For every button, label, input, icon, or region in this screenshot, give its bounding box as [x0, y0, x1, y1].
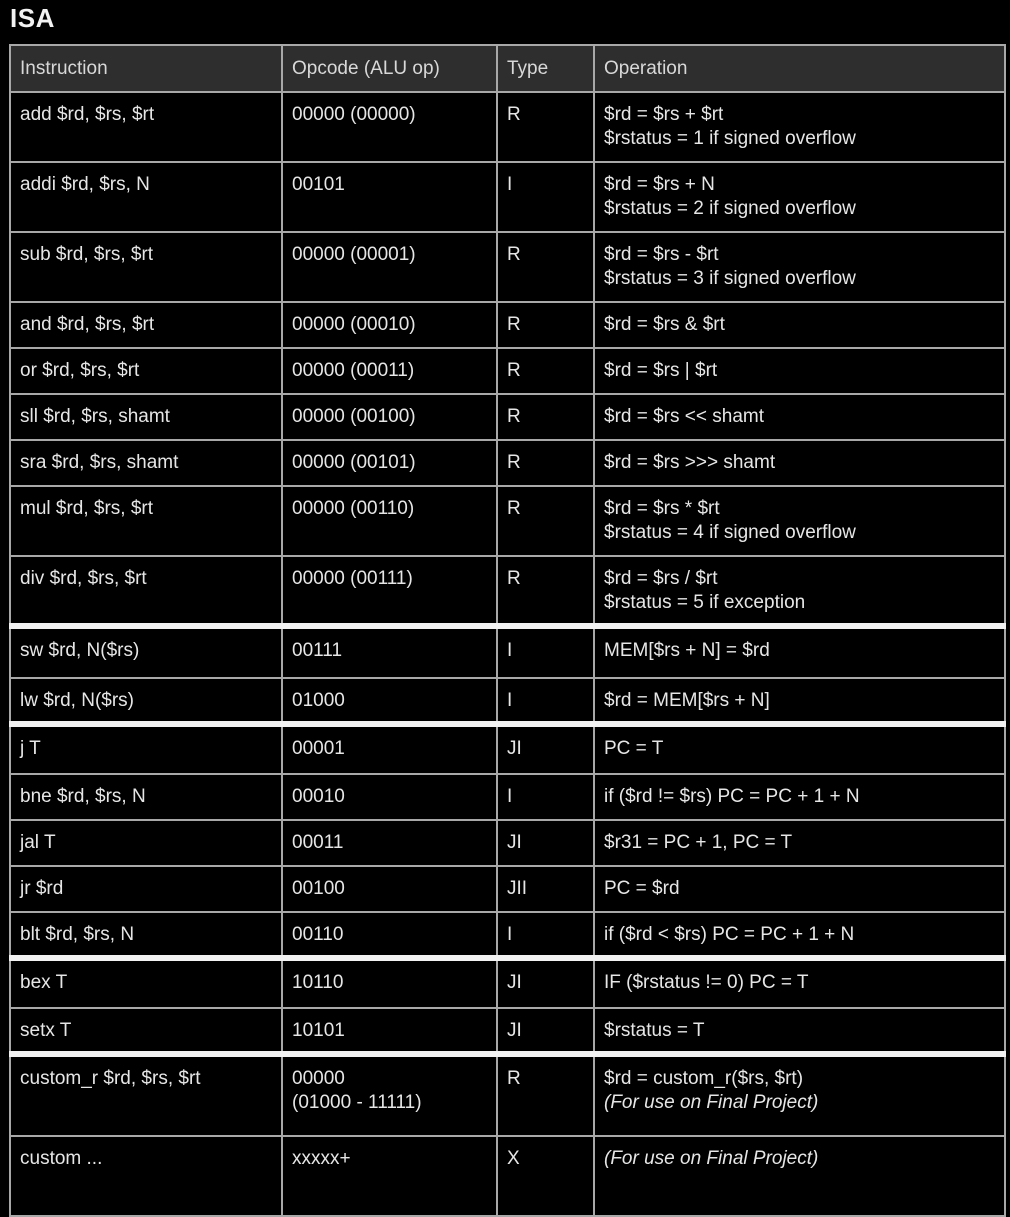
instruction-cell: j T — [10, 724, 282, 774]
operation-cell — [594, 348, 1005, 394]
table-row — [10, 1136, 1005, 1216]
operation-line: (For use on Final Project) — [604, 1148, 819, 1169]
table-row — [10, 820, 1005, 866]
type-cell: R — [497, 394, 594, 440]
opcode-line: 00000 — [292, 1068, 345, 1089]
header-opcode: Opcode (ALU op) — [282, 45, 497, 92]
operation-cell — [594, 958, 1005, 1008]
opcode-cell — [282, 866, 497, 912]
instruction-cell: custom_r $rd, $rs, $rt — [10, 1054, 282, 1136]
operation-line: $rd = $rs >>> shamt — [604, 452, 776, 473]
type-cell: X — [497, 1136, 594, 1216]
opcode-cell — [282, 626, 497, 678]
operation-line: PC = $rd — [604, 878, 680, 899]
opcode-cell — [282, 1008, 497, 1054]
table-row — [10, 958, 1005, 1008]
table-row — [10, 556, 1005, 626]
operation-line: $rd = $rs & $rt — [604, 314, 725, 335]
type-cell: R — [497, 92, 594, 162]
opcode-line: 00000 (00101) — [292, 452, 416, 473]
isa-table-body — [10, 92, 1005, 1216]
opcode-cell — [282, 348, 497, 394]
header-instruction: Instruction — [10, 45, 282, 92]
instruction-cell: and $rd, $rs, $rt — [10, 302, 282, 348]
table-row — [10, 1008, 1005, 1054]
operation-line: IF ($rstatus != 0) PC = T — [604, 972, 809, 993]
opcode-line: 00000 (00010) — [292, 314, 416, 335]
instruction-cell: sll $rd, $rs, shamt — [10, 394, 282, 440]
operation-line: $rstatus = T — [604, 1020, 705, 1041]
opcode-line: 00000 (00111) — [292, 568, 413, 589]
operation-cell — [594, 820, 1005, 866]
operation-line: $rd = $rs - $rt — [604, 244, 719, 265]
type-cell: JI — [497, 820, 594, 866]
opcode-line: 00101 — [292, 174, 345, 195]
table-row — [10, 394, 1005, 440]
instruction-cell: jal T — [10, 820, 282, 866]
operation-line: $rd = MEM[$rs + N] — [604, 690, 770, 711]
opcode-cell — [282, 232, 497, 302]
table-row — [10, 1054, 1005, 1136]
table-row — [10, 774, 1005, 820]
table-header-row — [10, 45, 1005, 92]
table-row — [10, 162, 1005, 232]
opcode-line: 10110 — [292, 972, 344, 993]
opcode-line: 10101 — [292, 1020, 345, 1041]
opcode-cell — [282, 678, 497, 724]
instruction-cell: addi $rd, $rs, N — [10, 162, 282, 232]
operation-line: if ($rd < $rs) PC = PC + 1 + N — [604, 924, 855, 945]
table-row — [10, 232, 1005, 302]
operation-cell — [594, 92, 1005, 162]
opcode-line: 00010 — [292, 786, 345, 807]
instruction-cell: setx T — [10, 1008, 282, 1054]
type-cell: R — [497, 440, 594, 486]
opcode-cell — [282, 394, 497, 440]
instruction-cell: sw $rd, N($rs) — [10, 626, 282, 678]
opcode-line: 00111 — [292, 640, 343, 661]
operation-cell — [594, 1054, 1005, 1136]
operation-line: $rd = $rs + N — [604, 174, 715, 195]
opcode-cell — [282, 1054, 497, 1136]
header-type: Type — [497, 45, 594, 92]
opcode-line: 00000 (00000) — [292, 104, 416, 125]
operation-line: $rstatus = 4 if signed overflow — [604, 522, 856, 543]
type-cell: R — [497, 348, 594, 394]
operation-line: $rd = $rs * $rt — [604, 498, 720, 519]
type-cell: R — [497, 302, 594, 348]
table-row — [10, 440, 1005, 486]
operation-line: $rstatus = 3 if signed overflow — [604, 268, 856, 289]
table-row — [10, 302, 1005, 348]
opcode-cell — [282, 162, 497, 232]
type-cell: JI — [497, 1008, 594, 1054]
table-row — [10, 678, 1005, 724]
table-row — [10, 724, 1005, 774]
operation-line: if ($rd != $rs) PC = PC + 1 + N — [604, 786, 860, 807]
instruction-cell: or $rd, $rs, $rt — [10, 348, 282, 394]
operation-cell — [594, 486, 1005, 556]
operation-cell — [594, 1136, 1005, 1216]
opcode-line: 01000 — [292, 690, 345, 711]
type-cell: I — [497, 678, 594, 724]
instruction-cell: add $rd, $rs, $rt — [10, 92, 282, 162]
opcode-line: 00110 — [292, 924, 344, 945]
header-operation: Operation — [594, 45, 1005, 92]
operation-line: (For use on Final Project) — [604, 1092, 819, 1113]
operation-cell — [594, 678, 1005, 724]
instruction-cell: sra $rd, $rs, shamt — [10, 440, 282, 486]
type-cell: R — [497, 556, 594, 626]
type-cell: JII — [497, 866, 594, 912]
operation-cell — [594, 724, 1005, 774]
operation-cell — [594, 556, 1005, 626]
operation-line: $rstatus = 5 if exception — [604, 592, 806, 613]
opcode-cell — [282, 556, 497, 626]
opcode-cell — [282, 912, 497, 958]
opcode-cell — [282, 1136, 497, 1216]
type-cell: R — [497, 232, 594, 302]
operation-line: $rstatus = 1 if signed overflow — [604, 128, 856, 149]
instruction-cell: bex T — [10, 958, 282, 1008]
opcode-line: 00100 — [292, 878, 345, 899]
isa-table — [9, 44, 1006, 1217]
opcode-cell — [282, 724, 497, 774]
operation-cell — [594, 912, 1005, 958]
opcode-line: 00011 — [292, 832, 344, 853]
opcode-line: 00000 (00100) — [292, 406, 416, 427]
table-row — [10, 486, 1005, 556]
page-title: ISA — [10, 3, 55, 33]
table-row — [10, 92, 1005, 162]
opcode-cell — [282, 958, 497, 1008]
opcode-line: 00000 (00110) — [292, 498, 415, 519]
type-cell: JI — [497, 724, 594, 774]
operation-line: PC = T — [604, 738, 664, 759]
opcode-line: (01000 - 11111) — [292, 1092, 422, 1113]
opcode-cell — [282, 486, 497, 556]
operation-cell — [594, 626, 1005, 678]
opcode-cell — [282, 440, 497, 486]
table-row — [10, 348, 1005, 394]
operation-line: $rd = $rs / $rt — [604, 568, 718, 589]
instruction-cell: jr $rd — [10, 866, 282, 912]
opcode-line: 00000 (00001) — [292, 244, 416, 265]
type-cell: I — [497, 774, 594, 820]
instruction-cell: mul $rd, $rs, $rt — [10, 486, 282, 556]
operation-line: $rstatus = 2 if signed overflow — [604, 198, 856, 219]
type-cell: I — [497, 162, 594, 232]
opcode-line: xxxxx+ — [292, 1148, 351, 1169]
operation-cell — [594, 232, 1005, 302]
type-cell: R — [497, 1054, 594, 1136]
operation-line: $rd = custom_r($rs, $rt) — [604, 1068, 804, 1089]
type-cell: I — [497, 912, 594, 958]
instruction-cell: sub $rd, $rs, $rt — [10, 232, 282, 302]
operation-cell — [594, 302, 1005, 348]
operation-line: $rd = $rs << shamt — [604, 406, 764, 427]
operation-cell — [594, 440, 1005, 486]
instruction-cell: bne $rd, $rs, N — [10, 774, 282, 820]
instruction-cell: custom ... — [10, 1136, 282, 1216]
operation-line: $rd = $rs | $rt — [604, 360, 718, 381]
table-row — [10, 626, 1005, 678]
type-cell: JI — [497, 958, 594, 1008]
opcode-line: 00001 — [292, 738, 345, 759]
operation-line: MEM[$rs + N] = $rd — [604, 640, 770, 661]
instruction-cell: lw $rd, N($rs) — [10, 678, 282, 724]
opcode-cell — [282, 302, 497, 348]
operation-cell — [594, 394, 1005, 440]
operation-cell — [594, 162, 1005, 232]
operation-cell — [594, 866, 1005, 912]
table-row — [10, 912, 1005, 958]
opcode-cell — [282, 820, 497, 866]
opcode-cell — [282, 92, 497, 162]
instruction-cell: div $rd, $rs, $rt — [10, 556, 282, 626]
type-cell: I — [497, 626, 594, 678]
table-row — [10, 866, 1005, 912]
operation-cell — [594, 774, 1005, 820]
operation-line: $r31 = PC + 1, PC = T — [604, 832, 793, 853]
operation-cell — [594, 1008, 1005, 1054]
operation-line: $rd = $rs + $rt — [604, 104, 724, 125]
type-cell: R — [497, 486, 594, 556]
opcode-cell — [282, 774, 497, 820]
opcode-line: 00000 (00011) — [292, 360, 415, 381]
instruction-cell: blt $rd, $rs, N — [10, 912, 282, 958]
